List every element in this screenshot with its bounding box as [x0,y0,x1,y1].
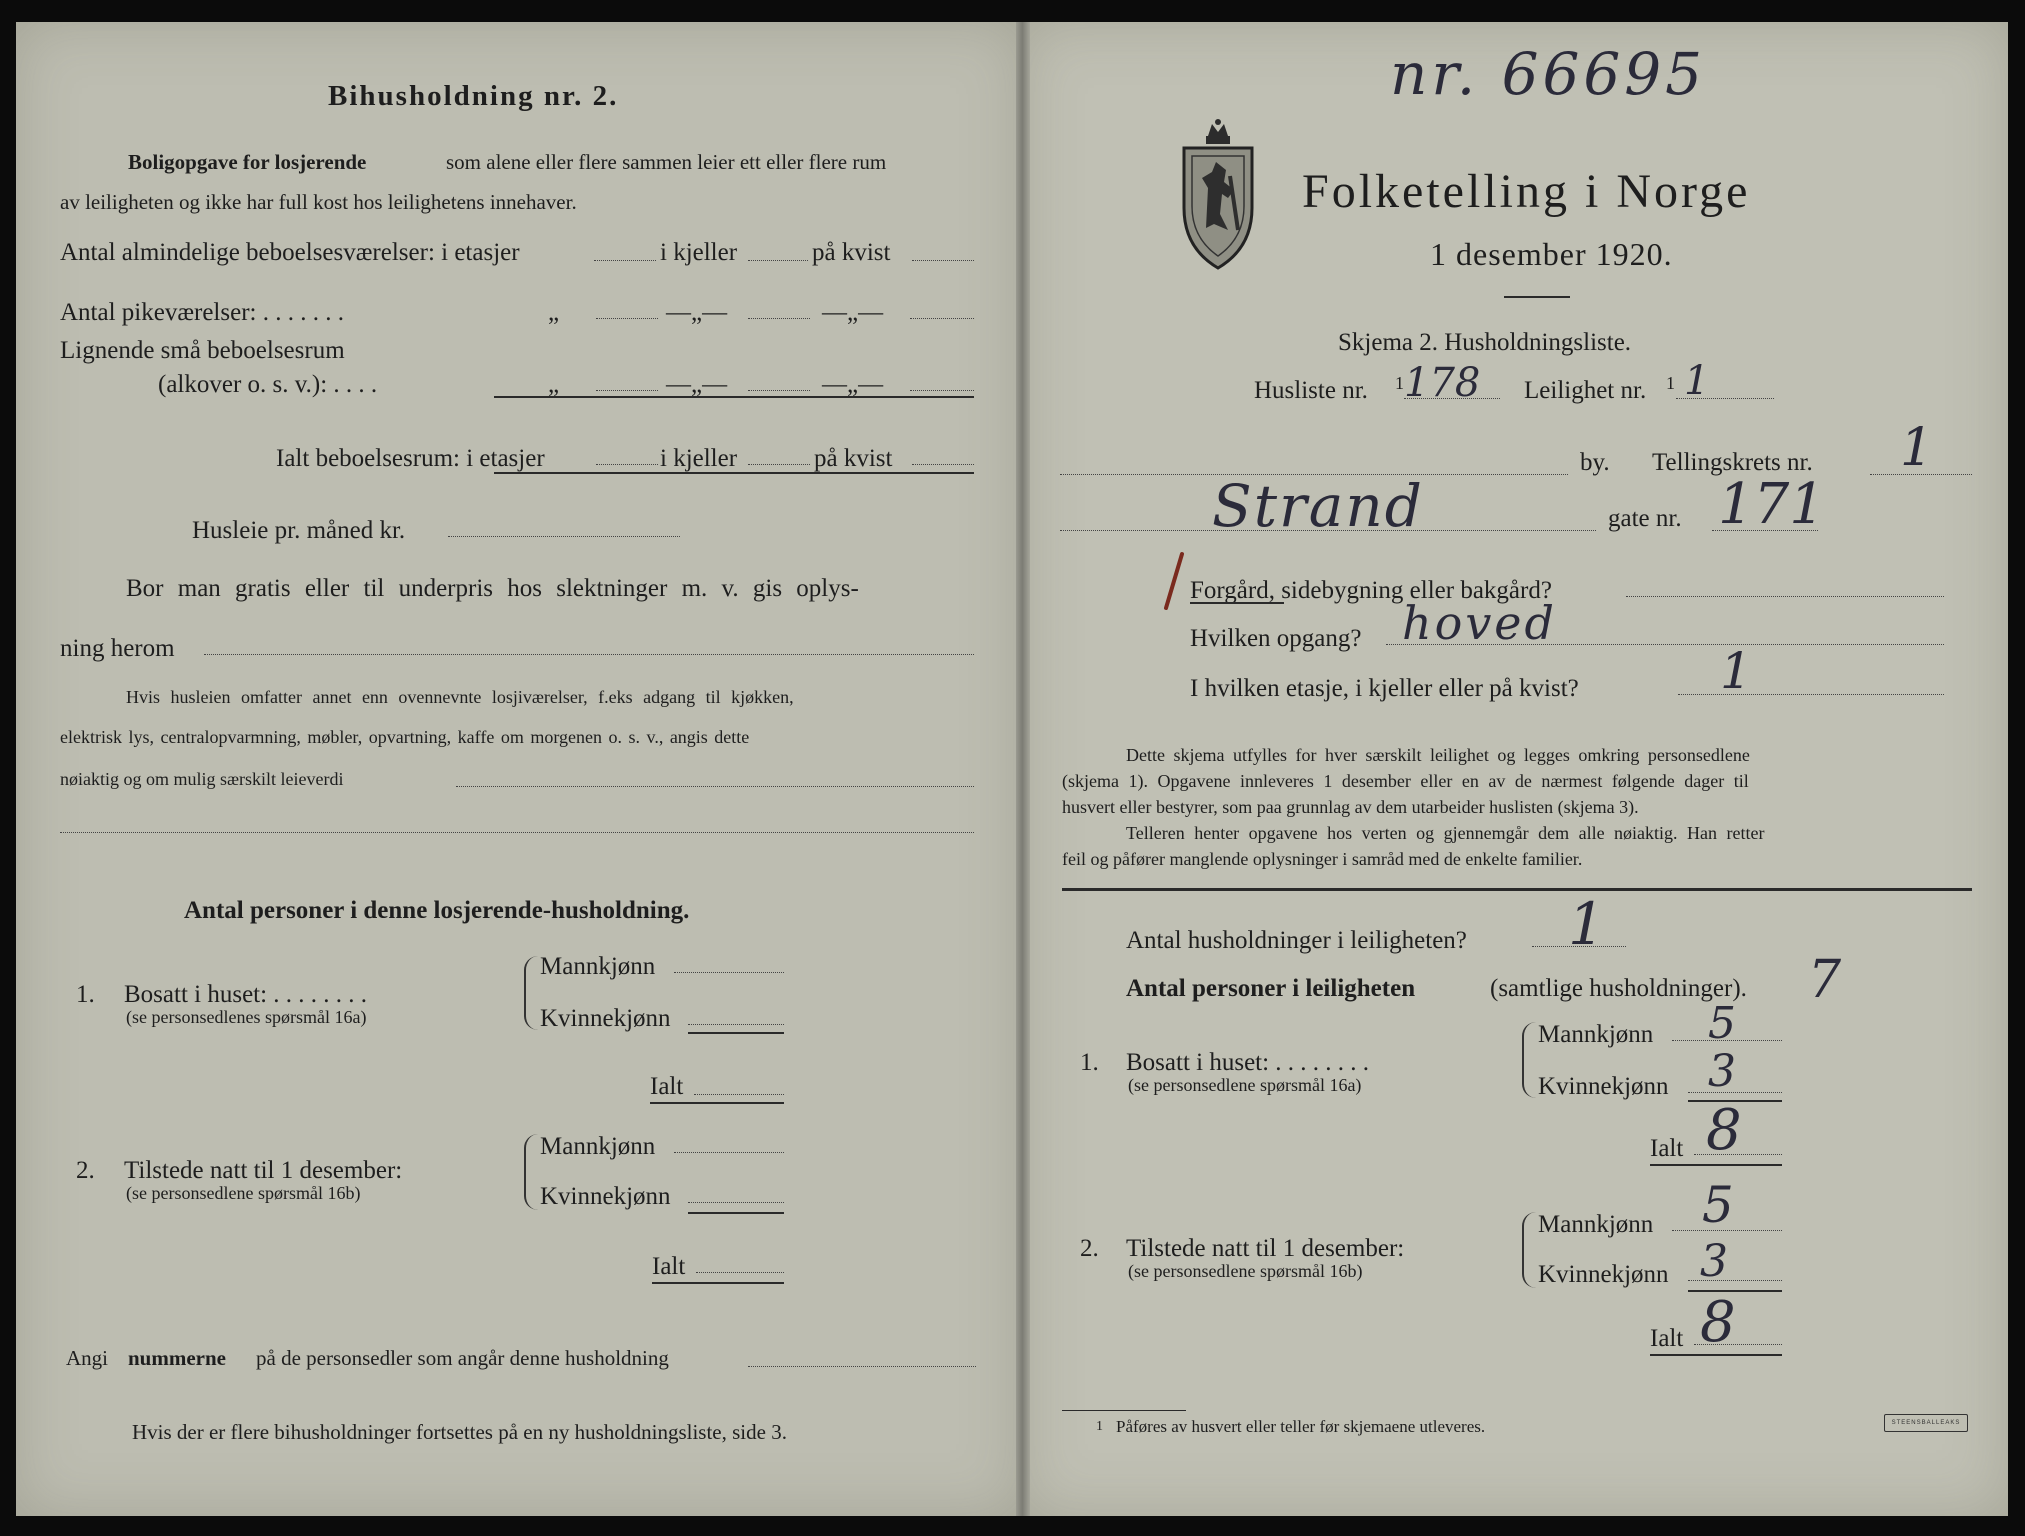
rooms-kvist-label: på kvist [812,239,891,266]
left-q1-kvinne-label: Kvinnekjønn [540,1005,671,1032]
norwegian-coat-of-arms-icon [1178,118,1258,270]
angi-pre: Angi [66,1346,108,1370]
schema-label: Skjema 2. Husholdningsliste. [1338,329,1632,356]
instructions-line-4: Telleren henter opgavene hos verten og gjennemgår dem alle nøiaktig. Han retter [1126,823,1765,843]
small-rooms-sum-rule [494,396,974,398]
pike-line-2 [748,318,810,319]
right-q1-sub: (se personsedlene spørsmål 16a) [1128,1075,1362,1095]
handwritten-tick-mark [1160,550,1186,614]
includes-line-3: nøiaktig og om mulig særskilt leieverdi [60,769,344,789]
printer-stamp: STEENSBALLEAKS [1884,1414,1968,1432]
krets-value: 1 [1900,418,1934,478]
left-q1-sub: (se personsedlenes spørsmål 16a) [126,1007,367,1027]
small-line-2 [748,390,810,391]
left-q2-kvinne-label: Kvinnekjønn [540,1183,671,1210]
left-q1-num: 1. [76,981,95,1008]
intro-bold: Boligopgave for losjerende [128,150,367,174]
persons-heading: Antal personer i denne losjerende-husholdning. [184,897,690,924]
right-q1-kvinne-line [1688,1092,1782,1093]
footnote-text: Påføres av husvert eller teller før skjemaene utleveres. [1116,1417,1486,1436]
footnote-mark: 1 [1096,1419,1103,1434]
rooms-kjeller-line [748,260,808,261]
forgard-underline [1190,602,1284,604]
small-ditto-1: „ [548,371,560,398]
rooms-etasjer-line [594,260,656,261]
small-rooms-label-2: (alkover o. s. v.): . . . . [158,371,378,398]
etasje-value: 1 [1720,642,1752,700]
angi-rest: på de personsedler som angår denne husholdning [256,1346,669,1370]
total-rooms-rule [494,472,974,474]
right-q2-sub: (se personsedlene spørsmål 16b) [1128,1261,1363,1281]
pike-ditto-1: „ [548,299,560,326]
left-q1-ialt-rule [650,1102,784,1104]
census-date: 1 desember 1920. [1430,236,1673,272]
total-kjeller-label: i kjeller [660,445,738,472]
right-q1-ialt-rule [1650,1164,1782,1166]
forgard-line [1626,596,1944,597]
right-q1-mann-value: 5 [1708,998,1736,1049]
left-q2-ialt-label: Ialt [652,1253,686,1280]
right-q2-ialt-label: Ialt [1650,1325,1684,1352]
leilighet-label: Leilighet nr. [1524,377,1647,404]
angi-bold: nummerne [128,1346,226,1370]
left-q2-num: 2. [76,1157,95,1184]
bihusholdning-title: Bihusholdning nr. 2. [328,80,619,112]
date-divider [1504,296,1570,298]
small-line-1 [596,390,658,391]
left-q2-sum-rule [688,1212,784,1214]
husliste-footnote-mark: 1 [1395,373,1404,393]
persons-total-value: 7 [1808,950,1842,1010]
gate-value: 171 [1718,472,1825,537]
total-kvist-label: på kvist [814,445,893,472]
left-q2-ialt-line [696,1272,784,1273]
right-q2-brace [1522,1212,1536,1288]
intro-rest: som alene eller flere sammen leier ett eller flere rum [446,150,887,174]
right-q2-mann-line [1672,1230,1782,1231]
left-footer: Hvis der er flere bihusholdninger fortsettes på en ny husholdningsliste, side 3. [132,1420,787,1444]
etasje-label: I hvilken etasje, i kjeller eller på kvist? [1190,675,1579,702]
includes-extra-line [60,832,974,833]
right-q1-mann-label: Mannkjønn [1538,1021,1654,1048]
pike-ditto-2: —„— [666,299,728,326]
opgang-label: Hvilken opgang? [1190,625,1362,652]
pike-line-1 [596,318,658,319]
gratis-line [204,654,974,655]
left-q1-sum-rule [688,1032,784,1034]
census-title: Folketelling i Norge [1302,165,1751,218]
persons-total-bold: Antal personer i leiligheten [1126,975,1416,1002]
left-q1-kvinne-line [688,1024,784,1025]
total-etasjer-line [596,464,658,465]
rent-label: Husleie pr. måned kr. [192,517,406,544]
pike-ditto-3: —„— [822,299,884,326]
husliste-line [1404,398,1500,399]
includes-line [456,786,974,787]
rent-line [448,536,680,537]
left-q2-mann-label: Mannkjønn [540,1133,656,1160]
small-line-3 [910,390,974,391]
left-q2-label: Tilstede natt til 1 desember: [124,1157,403,1184]
street-value: Strand [1212,472,1424,540]
instructions-line-5: feil og påfører manglende oplysninger i samråd med de enkelte familier. [1062,849,1583,869]
rooms-kvist-line [912,260,974,261]
left-q1-ialt-label: Ialt [650,1073,684,1100]
small-ditto-2: —„— [666,371,728,398]
right-q2-kvinne-line [1688,1280,1782,1281]
handwritten-archive-number: nr. 66695 [1390,40,1707,108]
forgard-label: Forgård, sidebygning eller bakgård? [1190,577,1552,604]
total-kjeller-line [748,464,810,465]
right-q2-label: Tilstede natt til 1 desember: [1126,1235,1405,1262]
husliste-value: 178 [1404,360,1481,406]
leilighet-line [1676,398,1774,399]
opgang-value: hoved [1402,596,1557,650]
instructions-rule [1062,888,1972,891]
right-q2-ialt-rule [1650,1354,1782,1356]
right-q1-mann-line [1672,1040,1782,1041]
rooms-label: Antal almindelige beboelsesværelser: i etasjer [60,239,520,266]
right-q1-label: Bosatt i huset: . . . . . . . . [1126,1049,1370,1076]
left-q2-kvinne-line [688,1202,784,1203]
right-q2-num: 2. [1080,1235,1099,1262]
total-rooms-label: Ialt beboelsesrum: i etasjer [276,445,545,472]
left-q2-brace [524,1134,538,1210]
left-q2-sub: (se personsedlene spørsmål 16b) [126,1183,361,1203]
gratis-line-2: ning herom [60,635,175,662]
krets-label: Tellingskrets nr. [1652,449,1813,476]
instructions-line-1: Dette skjema utfylles for hver særskilt leilighet og legges omkring personsedlene [1126,745,1750,765]
right-q1-ialt-value: 8 [1706,1098,1742,1163]
leilighet-value: 1 [1684,358,1710,404]
instructions-line-2: (skjema 1). Opgavene innleveres 1 desember eller en av de nærmest følgende dager til [1062,771,1749,791]
left-q1-label: Bosatt i huset: . . . . . . . . [124,981,368,1008]
households-label: Antal husholdninger i leiligheten? [1126,927,1467,954]
footnote-rule [1062,1410,1186,1411]
gate-line [1712,530,1818,531]
includes-line-1: Hvis husleien omfatter annet enn ovennevnte losjiværelser, f.eks adgang til kjøkken, [126,687,794,707]
households-value: 1 [1568,890,1605,958]
intro-line2: av leiligheten og ikke har full kost hos leilighetens innehaver. [60,190,577,214]
right-q2-ialt-line [1694,1344,1782,1345]
total-kvist-line [912,464,974,465]
persons-total-rest: (samtlige husholdninger). [1490,975,1747,1002]
right-q1-kvinne-value: 3 [1708,1046,1736,1097]
right-q1-brace [1522,1022,1536,1098]
street-line [1060,530,1596,531]
left-q1-mann-label: Mannkjønn [540,953,656,980]
right-q2-mann-label: Mannkjønn [1538,1211,1654,1238]
small-ditto-3: —„— [822,371,884,398]
leilighet-footnote-mark: 1 [1666,373,1675,393]
right-q2-kvinne-label: Kvinnekjønn [1538,1261,1669,1288]
right-q2-ialt-value: 8 [1700,1290,1736,1355]
left-q1-brace [524,956,538,1030]
left-q2-mann-line [674,1152,784,1153]
left-q1-ialt-line [694,1094,784,1095]
pike-line-3 [910,318,974,319]
right-q2-kvinne-value: 3 [1700,1236,1728,1287]
husliste-label: Husliste nr. [1254,377,1368,404]
includes-line-2: elektrisk lys, centralopvarmning, møbler, opvartning, kaffe om morgenen o. s. v., angis dette [60,727,750,747]
gate-label: gate nr. [1608,505,1682,532]
instructions-line-3: husvert eller bestyrer, som paa grunnlag av dem utarbeider huslisten (skjema 3). [1062,797,1639,817]
by-label: by. [1580,449,1610,476]
left-q1-mann-line [674,972,784,973]
rooms-kjeller-label: i kjeller [660,239,738,266]
angi-line [748,1366,976,1367]
small-rooms-label-1: Lignende små beboelsesrum [60,337,345,364]
opgang-line [1386,644,1944,645]
right-q1-ialt-label: Ialt [1650,1135,1684,1162]
right-q1-kvinne-label: Kvinnekjønn [1538,1073,1669,1100]
right-q1-ialt-line [1694,1154,1782,1155]
gratis-line-1: Bor man gratis eller til underpris hos slektninger m. v. gis oplys- [126,575,859,602]
households-line [1532,946,1626,947]
right-q2-mann-value: 5 [1702,1176,1734,1234]
left-q2-ialt-rule [652,1282,784,1284]
page-gutter [1016,22,1030,1516]
right-q1-num: 1. [1080,1049,1099,1076]
krets-line [1870,474,1972,475]
pike-label: Antal pikeværelser: . . . . . . . [60,299,344,326]
etasje-line [1678,694,1944,695]
